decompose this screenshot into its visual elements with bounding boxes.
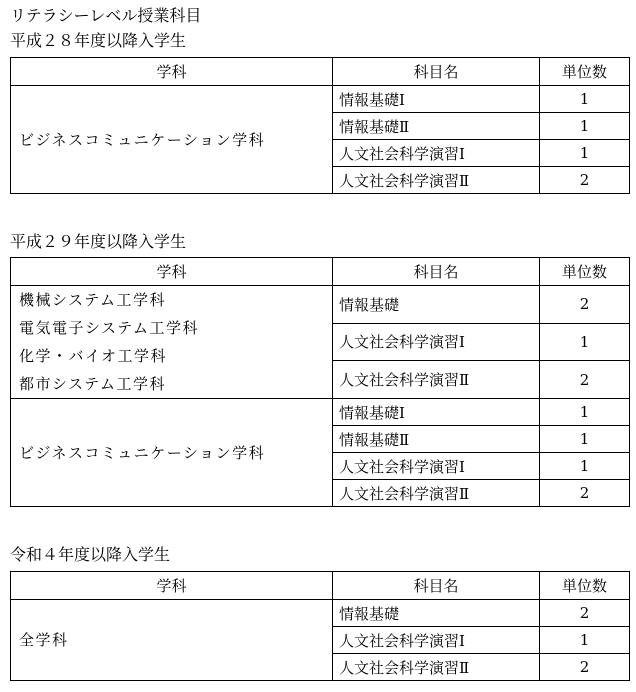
- department-cell: [11, 286, 333, 399]
- section-heading-h28: 平成２８年度以降入学生: [10, 31, 187, 50]
- table-row: [11, 600, 630, 627]
- header-department: 学科: [11, 258, 333, 286]
- units-cell: 2: [540, 654, 630, 681]
- subject-cell: 人文社会科学演習Ⅱ: [333, 361, 540, 399]
- header-subject: 科目名: [333, 572, 540, 600]
- subject-cell: 情報基礎: [333, 286, 540, 324]
- document-title: リテラシーレベル授業科目: [10, 6, 202, 25]
- units-cell: 1: [540, 113, 630, 140]
- units-cell: 1: [540, 627, 630, 654]
- department-name: 電気電子システム工学科: [19, 319, 200, 337]
- header-units: 単位数: [540, 572, 630, 600]
- subject-cell: 人文社会科学演習Ⅱ: [333, 167, 540, 194]
- department-cell: [11, 86, 333, 194]
- units-cell: 1: [540, 140, 630, 167]
- units-cell: 1: [540, 86, 630, 113]
- department-name: ビジネスコミュニケーション学科: [19, 443, 266, 462]
- header-units: 単位数: [540, 58, 630, 86]
- subject-cell: 人文社会科学演習Ⅰ: [333, 323, 540, 361]
- department-name: 化学・バイオ工学科: [19, 347, 168, 365]
- subject-cell: 人文社会科学演習Ⅰ: [333, 453, 540, 480]
- subject-cell: 人文社会科学演習Ⅰ: [333, 140, 540, 167]
- units-cell: 1: [540, 323, 630, 361]
- department-cell: [11, 600, 333, 681]
- header-department: 学科: [11, 58, 333, 86]
- units-cell: 2: [540, 361, 630, 399]
- units-cell: 2: [540, 167, 630, 194]
- section-heading-r4: 令和４年度以降入学生: [10, 545, 171, 564]
- subject-cell: 情報基礎Ⅰ: [333, 399, 540, 426]
- course-table-h29: [10, 257, 630, 507]
- course-table-h28: [10, 57, 630, 194]
- table-header-row: [11, 258, 630, 286]
- table-header-row: [11, 572, 630, 600]
- table-row: [11, 286, 630, 324]
- subject-cell: 情報基礎Ⅱ: [333, 426, 540, 453]
- header-subject: 科目名: [333, 58, 540, 86]
- department-name: 都市システム工学科: [19, 375, 167, 393]
- department-cell: [11, 399, 333, 507]
- units-cell: 1: [540, 453, 630, 480]
- subject-cell: 情報基礎: [333, 600, 540, 627]
- subject-cell: 情報基礎Ⅰ: [333, 86, 540, 113]
- units-cell: 2: [540, 480, 630, 507]
- department-name: ビジネスコミュニケーション学科: [19, 130, 266, 149]
- table-row: [11, 399, 630, 426]
- section-heading-h29: 平成２９年度以降入学生: [10, 232, 187, 251]
- units-cell: 1: [540, 426, 630, 453]
- table-header-row: [11, 58, 630, 86]
- department-name: 全学科: [19, 631, 69, 649]
- table-row: [11, 86, 630, 113]
- units-cell: 1: [540, 399, 630, 426]
- header-department: 学科: [11, 572, 333, 600]
- units-cell: 2: [540, 286, 630, 324]
- subject-cell: 人文社会科学演習Ⅰ: [333, 627, 540, 654]
- subject-cell: 人文社会科学演習Ⅱ: [333, 480, 540, 507]
- department-name: 機械システム工学科: [19, 291, 167, 309]
- subject-cell: 人文社会科学演習Ⅱ: [333, 654, 540, 681]
- header-subject: 科目名: [333, 258, 540, 286]
- subject-cell: 情報基礎Ⅱ: [333, 113, 540, 140]
- units-cell: 2: [540, 600, 630, 627]
- course-table-r4: [10, 571, 630, 681]
- header-units: 単位数: [540, 258, 630, 286]
